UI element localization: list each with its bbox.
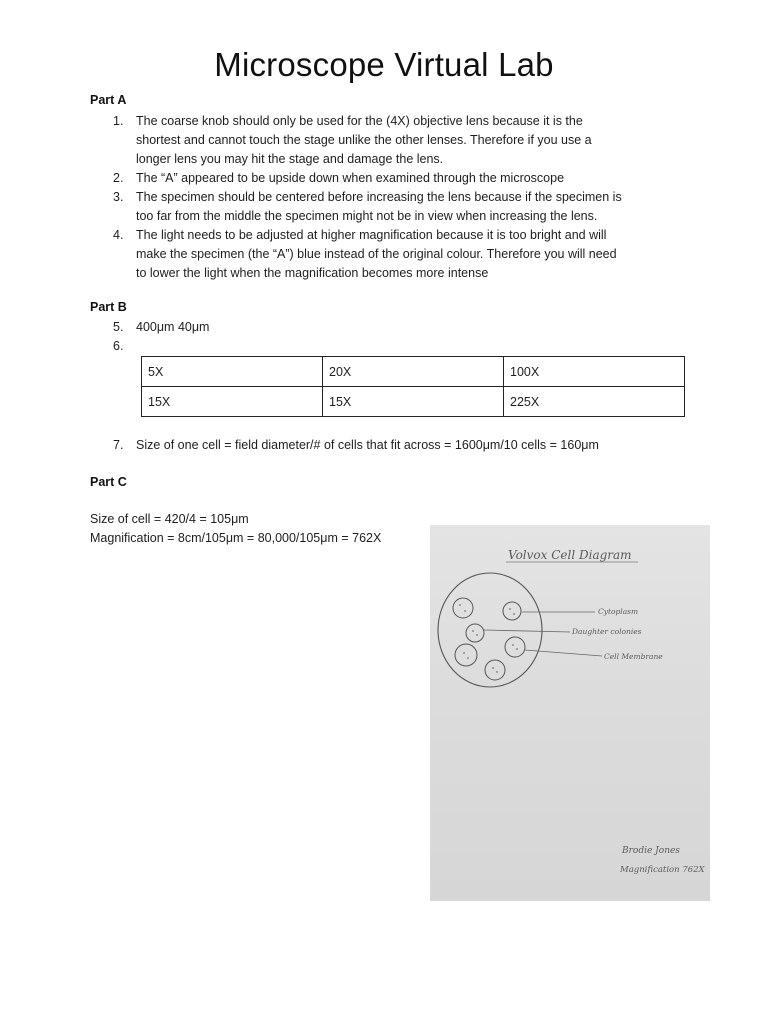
table-cell: 15X [142,387,323,417]
daughter-colonies [453,598,525,680]
item-line: too far from the middle the specimen might not be in view when increasing the lens. [136,209,598,223]
part-a-list [90,112,690,283]
label-daughter-colonies: Daughter colonies [572,627,642,636]
list-item [90,318,690,337]
item-number: 4. [113,228,124,242]
table-cell: 5X [142,357,323,387]
item-number: 7. [113,438,124,452]
item-line: The “A” appeared to be upside down when examined through the microscope [136,171,565,185]
item-line: 400μm 40μm [136,320,210,334]
daughter-colony [466,624,484,642]
daughter-colony [503,602,521,620]
item-number: 6. [113,339,124,353]
item-line: Size of one cell = field diameter/# of cells that fit across = 1600μm/10 cells = 160μm [136,438,599,452]
list-item [90,337,690,356]
table-row [142,357,685,387]
list-item [90,436,690,455]
table-cell: 225X [504,387,685,417]
part-b-list-continued [90,436,690,455]
daughter-colony [455,644,477,666]
part-b-heading: Part B [90,300,127,314]
part-b-list [90,318,690,356]
item-number: 1. [113,114,124,128]
table-cell: 20X [323,357,504,387]
daughter-colony [505,637,525,657]
diagram-title: Volvox Cell Diagram [508,548,632,562]
list-item [90,169,690,188]
signature-name: Brodie Jones [622,846,680,856]
table-cell: 100X [504,357,685,387]
table-row [142,387,685,417]
cell-diagram-photo [430,525,710,901]
list-item [90,226,690,283]
item-number: 3. [113,190,124,204]
signature-magnification: Magnification 762X [620,865,705,875]
label-cell-membrane: Cell Membrane [604,652,663,661]
cell-size-line: Size of cell = 420/4 = 105μm [90,512,249,526]
item-line: make the specimen (the “A”) blue instead of the original colour. Therefore you will need [136,247,617,261]
item-number: 2. [113,171,124,185]
label-cytoplasm: Cytoplasm [598,607,639,616]
item-line: longer lens you may hit the stage and damage the lens. [136,152,444,166]
item-line: The specimen should be centered before increasing the lens because if the specimen is [136,190,622,204]
magnification-table [141,356,685,417]
hand-drawn-diagram [430,525,710,901]
list-item [90,112,690,169]
part-c-calculations [90,510,381,548]
item-line: The coarse knob should only be used for the (4X) objective lens because it is the [136,114,583,128]
list-item [90,188,690,226]
item-line [136,337,690,356]
table-cell: 15X [323,387,504,417]
item-line: to lower the light when the magnification becomes more intense [136,266,489,280]
magnification-line: Magnification = 8cm/105μm = 80,000/105μm = 762X [90,531,382,545]
part-a-heading: Part A [90,93,127,107]
item-line: shortest and cannot touch the stage unlike the other lenses. Therefore if you use a [136,133,592,147]
item-line: The light needs to be adjusted at higher magnification because it is too bright and will [136,228,607,242]
daughter-colony [485,660,505,680]
part-c-heading: Part C [90,475,127,489]
daughter-colony [453,598,473,618]
item-number: 5. [113,320,124,334]
document-title: Microscope Virtual Lab [214,46,554,83]
